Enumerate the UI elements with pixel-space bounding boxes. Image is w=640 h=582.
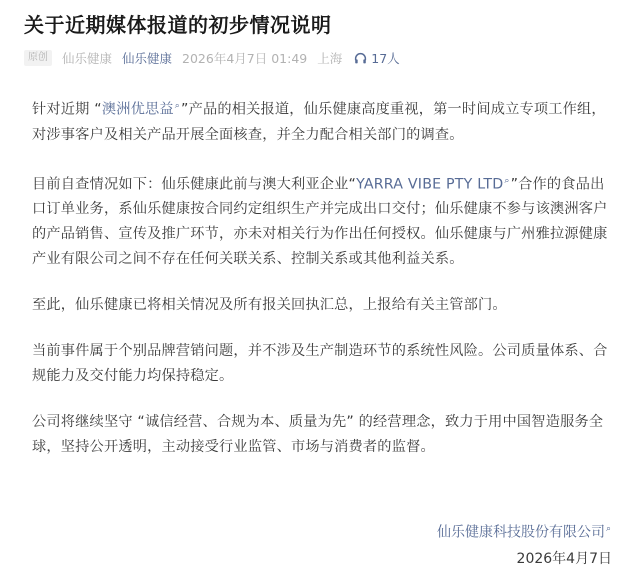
- article-body: [24, 94, 616, 460]
- paragraph-text: 针对近期 “: [32, 101, 102, 118]
- paragraph-text: ”合作的食品出口订单业务，系仙乐健康按合同约定组织生产并完成出口交付；仙乐健康不参与该澳洲客户的产品销售、宣传及推广环节，亦未对相关行为作出任何授权。仙乐健康与广州雅拉源健康产业有限公司之间不存在任何关联关系、控制关系或其他利益关系。: [32, 176, 608, 268]
- publish-location: 上海: [317, 51, 343, 66]
- search-icon[interactable]: ⌕: [504, 175, 510, 186]
- signature-company-row: [437, 516, 612, 546]
- paragraph-5: 公司将继续坚守 “诚信经营、合规为本、质量为先” 的经营理念，致力于用中国智造服务全球，坚持公开透明，主动接受行业监管、市场与消费者的监督。: [32, 414, 604, 456]
- author-name: 仙乐健康: [62, 51, 113, 66]
- paragraph-text: 目前自查情况如下：仙乐健康此前与澳大利亚企业“: [32, 176, 357, 193]
- original-badge: 原创: [24, 50, 52, 66]
- paragraph-4: 当前事件属于个别品牌营销问题，并不涉及生产制造环节的系统性风险。公司质量体系、合规能力及交付能力均保持稳定。: [32, 343, 608, 385]
- headphones-icon: [354, 52, 367, 65]
- search-link-aus-brand[interactable]: 澳洲优思益: [101, 101, 174, 118]
- search-icon[interactable]: ⌕: [174, 101, 181, 111]
- signature: [437, 516, 612, 572]
- signature-date: 2026年4月7日: [516, 550, 612, 567]
- search-icon[interactable]: ⌕: [605, 524, 611, 534]
- listener-count: 17人: [371, 51, 400, 66]
- account-link[interactable]: 仙乐健康: [122, 51, 173, 66]
- paragraph-2: [32, 169, 612, 273]
- article-title: 关于近期媒体报道的初步情况说明: [24, 13, 332, 37]
- article-meta: [24, 48, 616, 68]
- publish-datetime: 2026年4月7日 01:49: [182, 51, 308, 66]
- paragraph-1: [32, 94, 612, 148]
- paragraph-text: ”产品的相关报道，仙乐健康高度重视，第一时间成立专项工作组，对涉事客户及相关产品开展全面核查，并全力配合相关部门的调查。: [32, 101, 606, 143]
- signature-company-link[interactable]: 仙乐健康科技股份有限公司: [436, 524, 605, 541]
- paragraph-3: 至此，仙乐健康已将相关情况及所有报关回执汇总，上报给有关主管部门。: [32, 297, 507, 314]
- search-link-yarra-vibe[interactable]: YARRA VIBE PTY LTD: [356, 176, 504, 193]
- listen-button[interactable]: [354, 49, 399, 67]
